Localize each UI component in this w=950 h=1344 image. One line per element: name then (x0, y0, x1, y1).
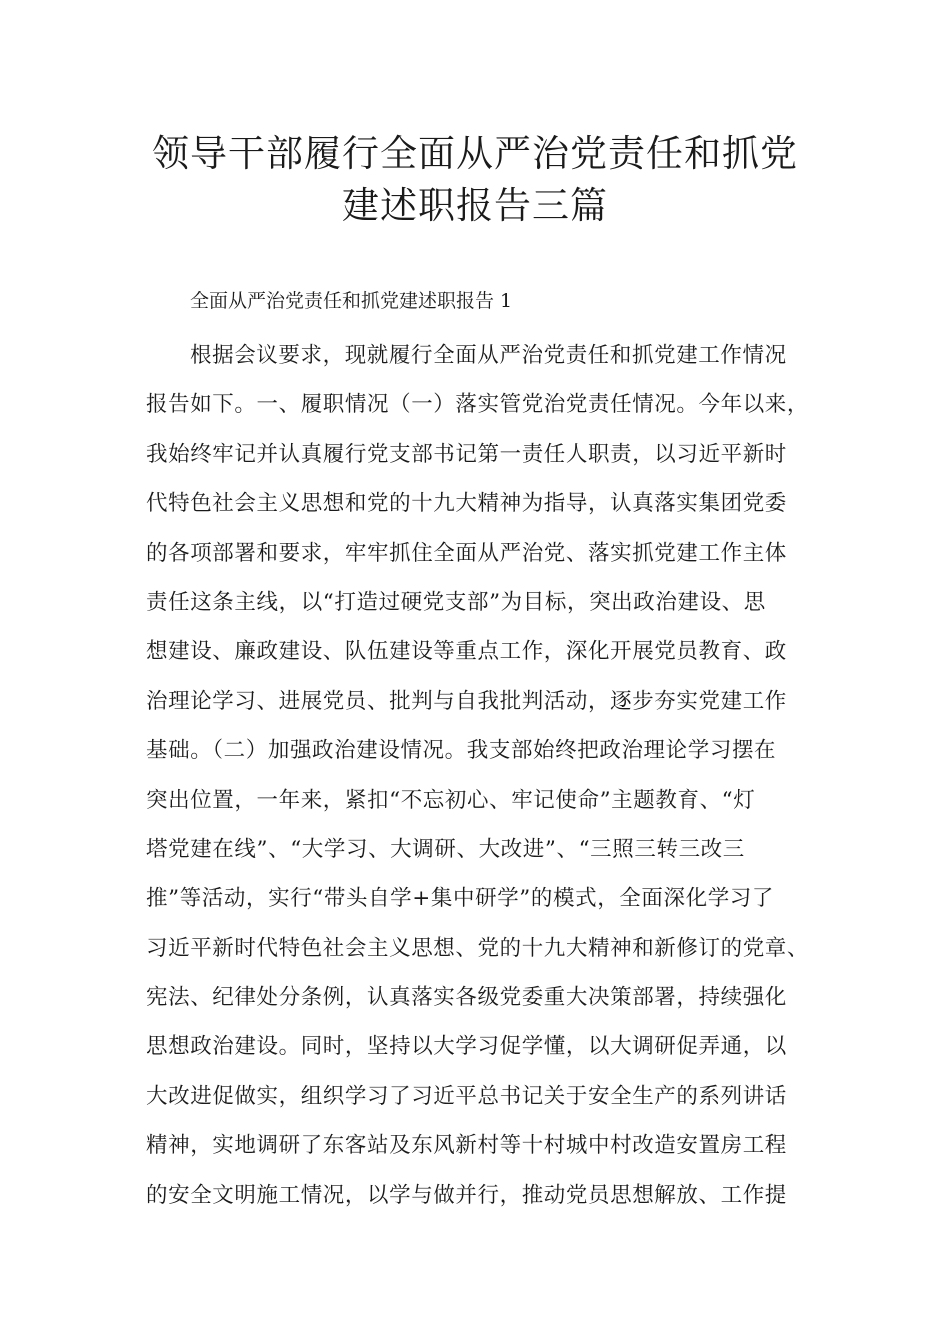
body-line: 我始终牢记并认真履行党支部书记第一责任人职责，以习近平新时 (146, 441, 787, 467)
body-line: 报告如下。一、履职情况（一）落实管党治党责任情况。今年以来， (146, 392, 810, 418)
body-line: 根据会议要求，现就履行全面从严治党责任和抓党建工作情况 (190, 343, 787, 368)
body-line: 责任这条主线，以“打造过硬党支部”为目标，突出政治建设、思 (146, 589, 766, 615)
body-line: 塔党建在线”、“大学习、大调研、大改进”、“三照三转三改三 (146, 836, 745, 862)
body-line: 推”等活动，实行“带头自学+集中研学”的模式，全面深化学习了 (146, 886, 774, 912)
body-line: 习近平新时代特色社会主义思想、党的十九大精神和新修订的党章、 (146, 935, 810, 961)
body-line: 想建设、廉政建设、队伍建设等重点工作，深化开展党员教育、政 (146, 639, 787, 665)
body-line: 突出位置，一年来，紧扣“不忘初心、牢记使命”主题教育、“灯 (146, 787, 756, 813)
body-line: 大改进促做实，组织学习了习近平总书记关于安全生产的系列讲话 (146, 1083, 787, 1109)
body-paragraph (146, 331, 826, 1220)
body-line: 基础。（二）加强政治建设情况。我支部始终把政治理论学习摆在 (146, 738, 777, 764)
document-title (100, 128, 850, 232)
body-line: 精神，实地调研了东客站及东风新村等十村城中村改造安置房工程 (146, 1133, 787, 1159)
body-line: 思想政治建设。同时，坚持以大学习促学懂，以大调研促弄通，以 (146, 1034, 787, 1060)
title-line-1: 领导干部履行全面从严治党责任和抓党 (152, 132, 798, 175)
body-line: 宪法、纪律处分条例，认真落实各级党委重大决策部署，持续强化 (146, 985, 787, 1011)
body-line: 治理论学习、进展党员、批判与自我批判活动，逐步夯实党建工作 (146, 688, 787, 714)
body-line: 的各项部署和要求，牢牢抓住全面从严治党、落实抓党建工作主体 (146, 540, 787, 566)
section-heading: 全面从严治党责任和抓党建述职报告 1 (190, 290, 513, 312)
body-line: 代特色社会主义思想和党的十九大精神为指导，认真落实集团党委 (146, 491, 787, 517)
title-line-2: 建述职报告三篇 (342, 184, 608, 227)
body-line: 的安全文明施工情况，以学与做并行，推动党员思想解放、工作提 (146, 1182, 787, 1208)
